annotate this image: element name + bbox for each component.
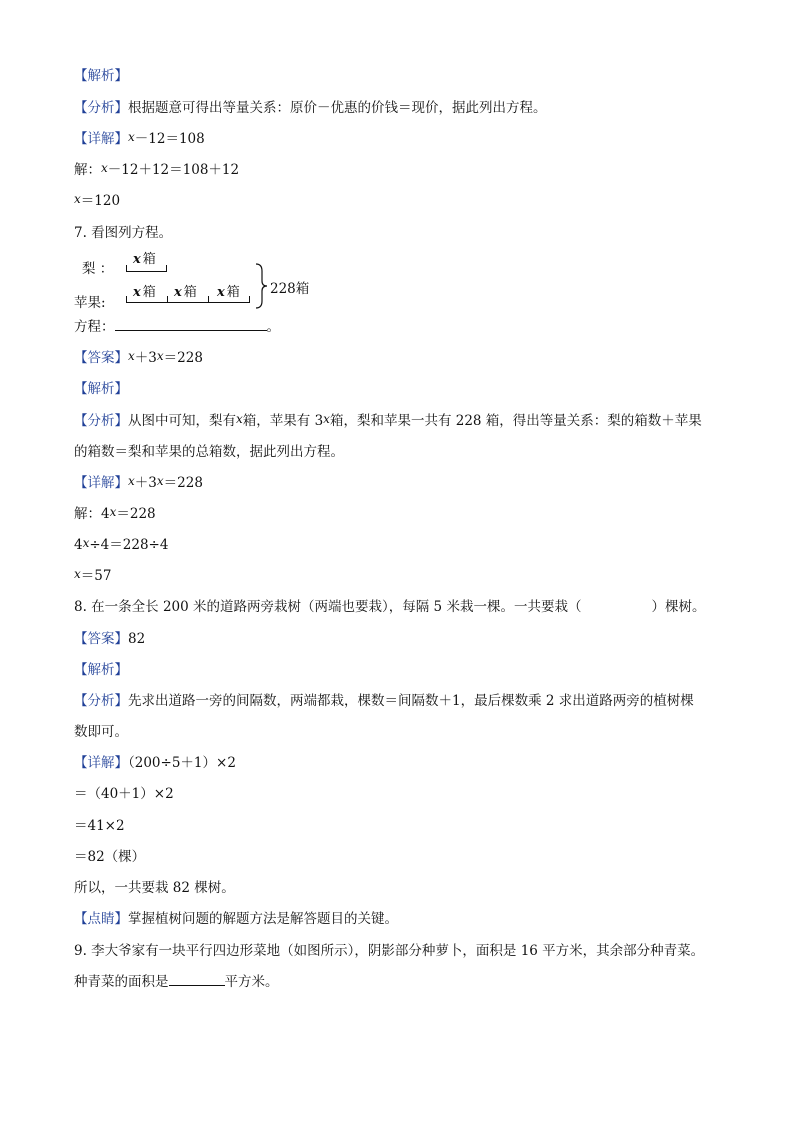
q7-detail-4: x＝57 (74, 567, 112, 584)
total-label: 228箱 (270, 281, 310, 297)
q6-jiexi-heading: 【解析】 (74, 68, 128, 84)
q7-equation-prompt: 方程： 。 (74, 319, 280, 335)
q7-detail-3: 4x÷4＝228÷4 (74, 536, 169, 553)
q7-diagram (74, 243, 334, 313)
q9-question-2: 种青菜的面积是 平方米。 (74, 974, 279, 990)
q6-detail-eq2: 解：x－12＋12＝108＋12 (74, 161, 240, 178)
q8-question: 8. 在一条全长 200 米的道路两旁栽树（两端也要栽），每隔 5 米栽一棵。一共要栽（ ）棵树。 (74, 599, 706, 615)
q8-conclusion: 所以，一共要栽 82 棵树。 (74, 880, 235, 896)
q6-detail-eq3: x＝120 (74, 192, 121, 209)
q7-answer-blank[interactable] (115, 330, 267, 331)
q7-detail-1: 【详解】x＋3x＝228 (74, 474, 203, 491)
q7-question: 7. 看图列方程。 (74, 225, 173, 241)
q7-analysis-1: 【分析】从图中可知，梨有x箱，苹果有 3x箱，梨和苹果一共有 228 箱，得出等量关系：梨的箱数＋苹果 (74, 412, 702, 429)
q9-answer-blank[interactable] (169, 985, 225, 986)
q8-key-point: 【点睛】掌握植树问题的解题方法是解答题目的关键。 (74, 911, 398, 927)
total-brace (254, 263, 268, 309)
q8-detail-1: 【详解】（200÷5＋1）×2 (74, 755, 236, 771)
apple-segment-label-3: x 箱 (217, 285, 240, 300)
q8-analysis-2: 数即可。 (74, 724, 128, 740)
pear-segment-line (126, 271, 167, 272)
q8-analysis-1: 【分析】先求出道路一旁的间隔数，两端都栽，棵数＝间隔数＋1，最后棵数乘 2 求出道路两旁的植树棵 (74, 693, 694, 709)
apple-label: 苹果: (74, 295, 106, 311)
q7-jiexi-heading: 【解析】 (74, 381, 128, 397)
pear-label: 梨 ： (82, 261, 114, 277)
q8-detail-4: ＝82（棵） (74, 849, 146, 865)
apple-segment-label-2: x 箱 (174, 285, 197, 300)
q6-analysis: 【分析】根据题意可得出等量关系：原价－优惠的价钱＝现价，据此列出方程。 (74, 100, 547, 116)
q8-answer: 【答案】82 (74, 631, 146, 647)
q7-answer: 【答案】x＋3x＝228 (74, 349, 203, 366)
apple-segment-label-1: x 箱 (133, 285, 156, 300)
q7-detail-2: 解：4x＝228 (74, 505, 156, 522)
q8-detail-2: ＝（40＋1）×2 (74, 786, 174, 802)
apple-segment-line (126, 302, 250, 303)
q9-question-1: 9. 李大爷家有一块平行四边形菜地（如图所示），阴影部分种萝卜，面积是 16 平方米，其余部分种青菜。 (74, 943, 705, 959)
q6-detail-eq1: 【详解】x－12＝108 (74, 130, 205, 147)
q8-jiexi-heading: 【解析】 (74, 662, 128, 678)
pear-segment-label: x 箱 (133, 252, 156, 267)
q8-detail-3: ＝41×2 (74, 818, 125, 834)
q7-analysis-2: 的箱数＝梨和苹果的总箱数，据此列出方程。 (74, 444, 344, 460)
